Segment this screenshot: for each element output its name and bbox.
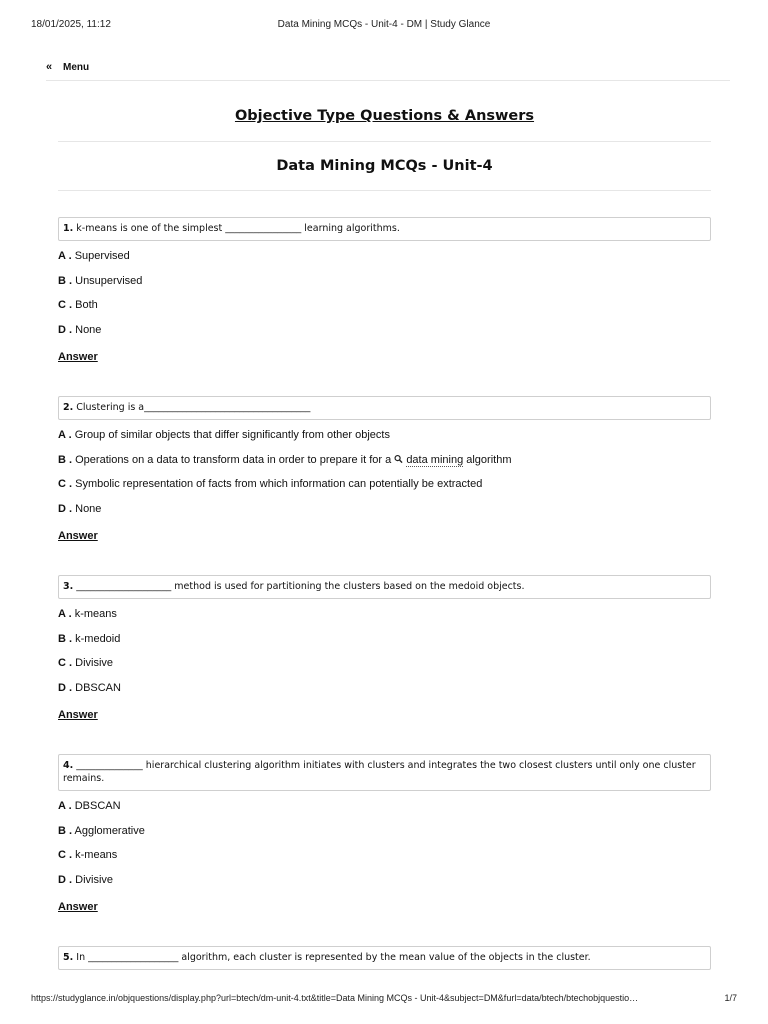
question-number: 5. (63, 952, 74, 963)
print-datetime: 18/01/2025, 11:12 (31, 19, 111, 30)
answer-link[interactable]: Answer (58, 901, 98, 914)
option-d[interactable]: D . Divisive (58, 873, 114, 886)
double-chevron-left-icon[interactable]: « (46, 61, 53, 73)
divider (58, 190, 711, 191)
question-box (58, 946, 711, 970)
question-box (58, 575, 711, 599)
question-text: k-means is one of the simplest ________________ learning algorithms. (76, 223, 400, 234)
print-url: https://studyglance.in/objquestions/display.php?url=btech/dm-unit-4.txt&title=Data Mining MCQs - Unit-4&subject=DM&furl=data/btech/btechobjquestio… (31, 993, 639, 1003)
question-3 (58, 575, 711, 723)
options-list (58, 428, 711, 526)
options-list (58, 607, 711, 705)
print-footer (31, 993, 737, 1006)
option-b[interactable]: B . Operations on a data to transform data in order to prepare it for a data mining algorithm (58, 453, 512, 466)
question-number: 2. (63, 402, 74, 413)
option-c[interactable]: C . Both (58, 299, 98, 312)
print-header (31, 19, 737, 33)
question-number: 3. (63, 581, 74, 592)
options-list (58, 799, 711, 897)
question-5 (58, 946, 711, 970)
options-list (58, 249, 711, 347)
menu-bar (46, 60, 730, 81)
question-box (58, 396, 711, 420)
option-b[interactable]: B . Unsupervised (58, 274, 143, 287)
option-c[interactable]: C . Divisive (58, 657, 114, 670)
option-d[interactable]: D . None (58, 323, 102, 336)
page-heading: Data Mining MCQs - Unit-4 (276, 158, 493, 174)
question-box (58, 754, 711, 791)
question-text: In ___________________ algorithm, each cluster is represented by the mean value of the objects in the cluster. (76, 952, 591, 963)
answer-link[interactable]: Answer (58, 351, 98, 364)
question-number: 4. (63, 760, 74, 771)
print-page-title: Data Mining MCQs - Unit-4 - DM | Study Glance (277, 19, 491, 30)
question-1 (58, 217, 711, 365)
magnifier-icon (394, 454, 403, 464)
question-box (58, 217, 711, 241)
divider (58, 141, 711, 142)
option-d[interactable]: D . None (58, 502, 102, 515)
option-b[interactable]: B . Agglomerative (58, 824, 145, 837)
answer-link[interactable]: Answer (58, 709, 98, 722)
option-a[interactable]: A . DBSCAN (58, 800, 121, 812)
option-d[interactable]: D . DBSCAN (58, 681, 121, 694)
page-number: 1/7 (724, 993, 737, 1003)
keyword-link[interactable]: data mining (406, 453, 464, 466)
question-text: ____________________ method is used for partitioning the clusters based on the medoid objects. (76, 581, 525, 592)
section-title: Objective Type Questions & Answers (234, 108, 535, 124)
question-number: 1. (63, 223, 74, 234)
option-c[interactable]: C . k-means (58, 849, 118, 862)
answer-link[interactable]: Answer (58, 530, 98, 543)
option-b[interactable]: B . k-medoid (58, 632, 121, 645)
option-a[interactable]: A . Group of similar objects that differ significantly from other objects (58, 429, 390, 441)
menu-button[interactable]: Menu (63, 62, 90, 73)
question-2 (58, 396, 711, 544)
option-a[interactable]: A . k-means (58, 608, 117, 620)
option-c[interactable]: C . Symbolic representation of facts from which information can potentially be extracted (58, 478, 483, 491)
question-4 (58, 754, 711, 915)
question-text: ______________ hierarchical clustering algorithm initiates with clusters and integrates the two closest clusters until only one cluster remains. (63, 760, 696, 784)
option-a[interactable]: A . Supervised (58, 250, 130, 262)
question-text: Clustering is a___________________________________ (76, 402, 311, 413)
